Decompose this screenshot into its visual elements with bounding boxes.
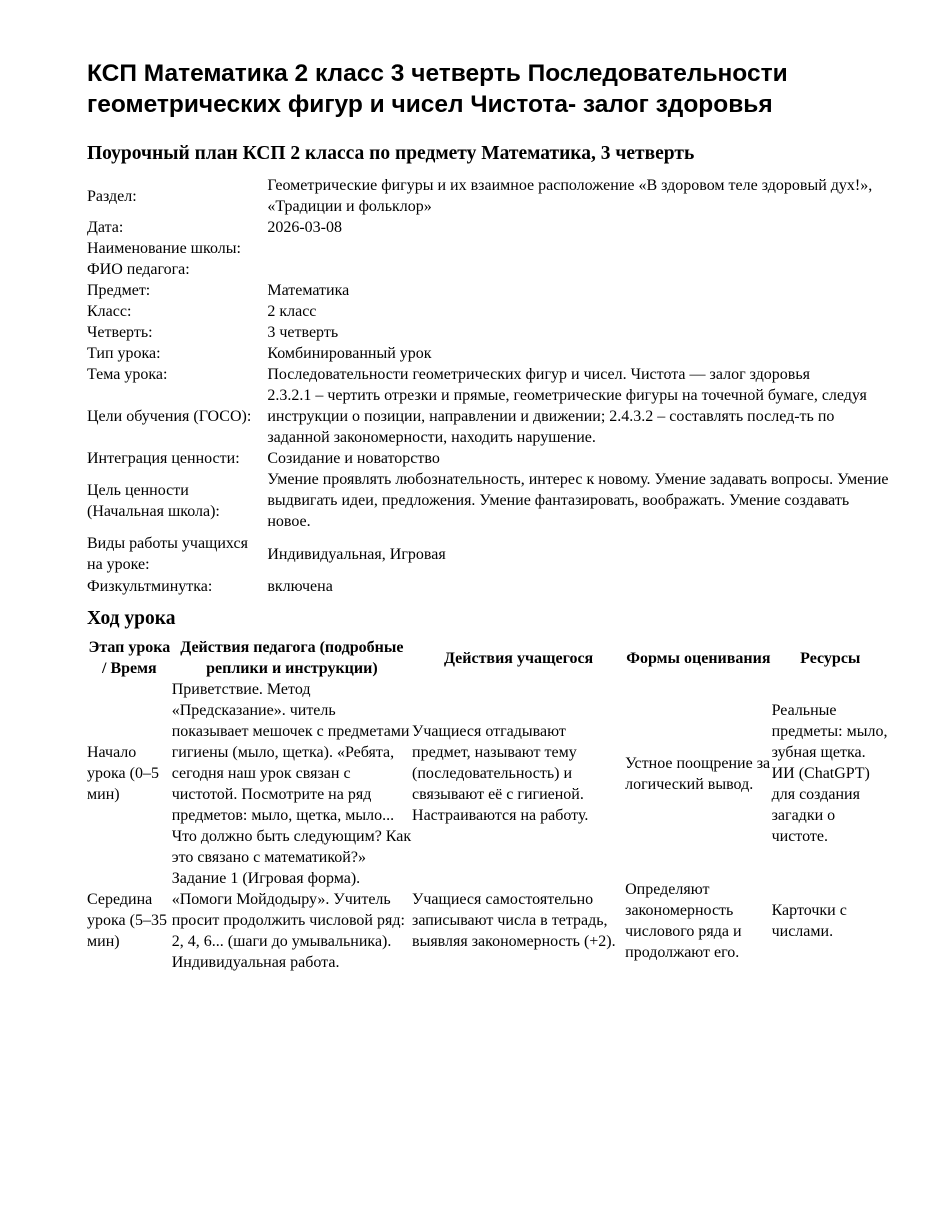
table-cell: Карточки с числами. — [771, 901, 847, 940]
meta-key: Класс: — [87, 303, 132, 320]
meta-row — [87, 217, 889, 238]
lesson-flow-heading: Ход урока — [87, 608, 176, 629]
meta-row — [87, 448, 889, 469]
column-header: Этап урока / Время — [88, 639, 171, 677]
table-header-row — [87, 637, 889, 679]
meta-key: Наименование школы: — [87, 240, 241, 257]
meta-key: Тип урока: — [87, 345, 161, 362]
meta-value: Математика — [267, 282, 350, 299]
meta-key: Физкультминутка: — [87, 578, 213, 595]
lesson-flow-table — [87, 637, 889, 973]
lesson-meta-table — [87, 175, 889, 597]
meta-row — [87, 469, 889, 532]
meta-key: Четверть: — [87, 324, 153, 341]
meta-value: Созидание и новаторство — [267, 450, 440, 467]
meta-row — [87, 385, 889, 448]
meta-value — [267, 259, 889, 280]
table-cell: Учащиеся отгадывают предмет, называют тему (последовательность) и связывают её с гигиеной. Настраиваются на работу. — [412, 723, 589, 824]
meta-row — [87, 576, 889, 597]
table-cell: Реальные предметы: мыло, зубная щетка. ИИ (ChatGPT) для создания загадки о чистоте. — [771, 702, 888, 845]
meta-row — [87, 259, 889, 280]
table-row — [87, 679, 889, 868]
table-cell: Середина урока (5–35 мин) — [87, 891, 167, 950]
column-header: Формы оценивания — [626, 649, 771, 667]
meta-value: 3 четверть — [267, 324, 339, 341]
meta-value: Последовательности геометрических фигур и чисел. Чистота — залог здоровья — [267, 366, 811, 383]
meta-row — [87, 238, 889, 259]
meta-row — [87, 322, 889, 343]
meta-key: Цели обучения (ГОСО): — [87, 408, 252, 425]
meta-row — [87, 343, 889, 364]
meta-value — [267, 238, 889, 259]
table-cell: Задание 1 (Игровая форма). «Помоги Мойдодыру». Учитель просит продолжить числовой ряд: 2, 4, 6... (шаги до умывальника). Индивидуальная работа. — [171, 870, 405, 971]
meta-key: Тема урока: — [87, 366, 168, 383]
meta-key: ФИО педагога: — [87, 261, 190, 278]
plan-subtitle: Поурочный план КСП 2 класса по предмету Математика, 3 четверть — [87, 143, 695, 164]
meta-row — [87, 301, 889, 322]
table-row — [87, 868, 889, 973]
meta-value: Геометрические фигуры и их взаимное расположение «В здоровом теле здоровый дух!», «Традиции и фольклор» — [267, 177, 873, 215]
table-cell: Определяют закономерность числового ряда и продолжают его. — [625, 880, 742, 961]
column-header: Действия учащегося — [443, 649, 594, 667]
meta-key: Раздел: — [87, 187, 137, 205]
table-cell: Начало урока (0–5 мин) — [87, 744, 159, 803]
meta-row — [87, 280, 889, 301]
table-cell: Приветствие. Метод «Предсказание». читель показывает мешочек с предметами гигиены (мыло, щетка). «Ребята, сегодня наш урок связан с чистотой. Посмотрите на ряд предметов: мыло, щетка, мыло... Что должно быть следующим? Как это связано с математикой?» — [171, 681, 412, 866]
meta-value: 2.3.2.1 – чертить отрезки и прямые, геометрические фигуры на точечной бумаге, следуя инструкции о позиции, направлении и движении; 2.4.3.2 – составлять послед-ть по заданной закономерности, находить нарушение. — [267, 387, 867, 446]
meta-row — [87, 532, 889, 576]
table-cell: Учащиеся самостоятельно записывают числа в тетрадь, выявляя закономерность (+2). — [412, 891, 616, 950]
meta-row — [87, 364, 889, 385]
meta-value: 2 класс — [267, 303, 317, 320]
meta-key: Предмет: — [87, 282, 151, 299]
column-header: Ресурсы — [800, 649, 861, 667]
meta-key: Цель ценности (Начальная школа): — [87, 481, 220, 520]
meta-value: 2026-03-08 — [267, 219, 342, 236]
meta-value: Индивидуальная, Игровая — [267, 545, 446, 563]
meta-key: Дата: — [87, 219, 124, 236]
meta-value: включена — [267, 578, 333, 595]
meta-key: Интеграция ценности: — [87, 450, 240, 467]
meta-value: Комбинированный урок — [267, 345, 432, 362]
meta-value: Умение проявлять любознательность, интерес к новому. Умение задавать вопросы. Умение выдвигать идеи, предложения. Умение фантазировать, воображать. Умение создавать новое. — [267, 471, 889, 530]
document-title: КСП Математика 2 класс 3 четверть Последовательности геометрических фигур и чисел Чистота- залог здоровья — [87, 60, 788, 118]
meta-row — [87, 175, 889, 217]
table-cell: Устное поощрение за логический вывод. — [625, 754, 771, 793]
column-header: Действия педагога (подробные реплики и инструкции) — [180, 639, 404, 677]
meta-key: Виды работы учащихся на уроке: — [87, 535, 248, 573]
